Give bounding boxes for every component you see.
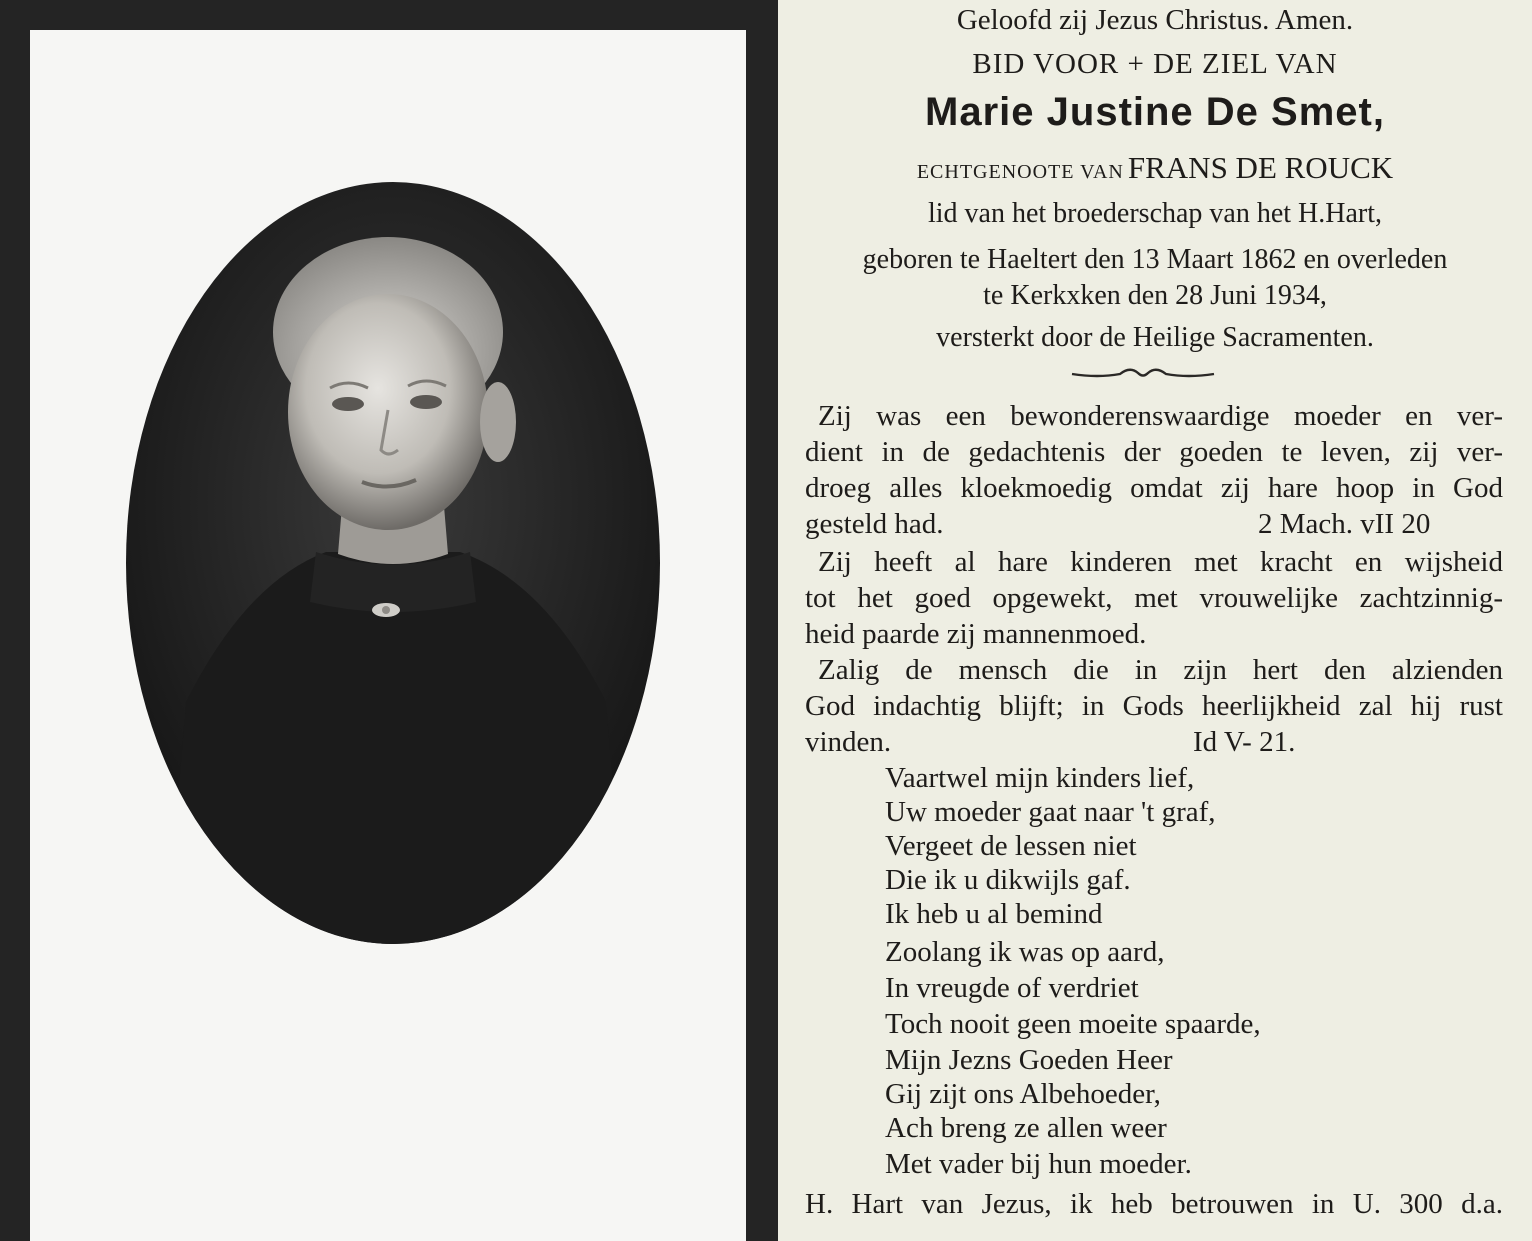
birth-line: geboren te Haeltert den 13 Maart 1862 en overleden (862, 244, 1448, 275)
poem-line: Uw moeder gaat naar 't graf, (885, 796, 1216, 828)
paragraph-3-citation: Id V- 21. (1193, 726, 1296, 758)
paragraph-1-citation: 2 Mach. vII 20 (1258, 508, 1431, 540)
paragraph-1-last-line: gesteld had. (805, 508, 944, 540)
paragraph-1-line-3: droeg alles kloekmoedig omdat zij hare hoop in God (805, 472, 1503, 504)
invocation: Geloofd zij Jezus Christus. Amen. (956, 4, 1354, 36)
poem-line: Mijn Jezns Goeden Heer (885, 1044, 1173, 1076)
spouse-line (778, 152, 1532, 183)
poem-line: Gij zijt ons Albehoeder, (885, 1078, 1161, 1110)
poem-line: Ik heb u al bemind (885, 898, 1103, 930)
spouse-name: FRANS DE ROUCK (1127, 150, 1394, 185)
death-line: te Kerkxken den 28 Juni 1934, (983, 280, 1327, 311)
membership-line: lid van het broederschap van het H.Hart, (927, 198, 1383, 229)
paragraph-1-line-2: dient in de gedachtenis der goeden te leven, zij ver- (805, 436, 1503, 468)
poem-line: In vreugde of verdriet (885, 972, 1139, 1004)
poem-line: Toch nooit geen moeite spaarde, (885, 1008, 1261, 1040)
poem-line: Vaartwel mijn kinders lief, (885, 762, 1195, 794)
prayer-request: BID VOOR + DE ZIEL VAN (972, 48, 1338, 80)
poem-line: Vergeet de lessen niet (885, 830, 1137, 862)
poem-line: Ach breng ze allen weer (885, 1112, 1167, 1144)
paragraph-3-line-2: God indachtig blijft; in Gods heerlijkheid zal hij rust (805, 690, 1503, 722)
paragraph-3-last-line: vinden. (805, 726, 892, 758)
spouse-label: ECHTGENOOTE VAN (916, 161, 1124, 183)
paragraph-2-line-1: Zij heeft al hare kinderen met kracht en wijsheid (818, 546, 1503, 578)
ornament-divider (1068, 364, 1218, 384)
paragraph-1-line-1: Zij was een bewonderenswaardige moeder en ver- (818, 400, 1503, 432)
text-card (778, 0, 1532, 1241)
paragraph-2-last-line: heid paarde zij mannenmoed. (805, 618, 1147, 650)
paragraph-2-line-2: tot het goed opgewekt, met vrouwelijke zachtzinnig- (805, 582, 1503, 614)
sacraments-line: versterkt door de Heilige Sacramenten. (936, 322, 1374, 353)
deceased-name: Marie Justine De Smet, (925, 90, 1385, 134)
poem-line: Met vader bij hun moeder. (885, 1148, 1192, 1180)
portrait-image (126, 182, 660, 944)
poem-line: Die ik u dikwijls gaf. (885, 864, 1131, 896)
indulgence-line: H. Hart van Jezus, ik heb betrouwen in U. 300 d.a. (805, 1188, 1503, 1220)
paragraph-3-line-1: Zalig de mensch die in zijn hert den alzienden (818, 654, 1503, 686)
portrait-photo (126, 182, 660, 944)
poem-line: Zoolang ik was op aard, (885, 936, 1165, 968)
